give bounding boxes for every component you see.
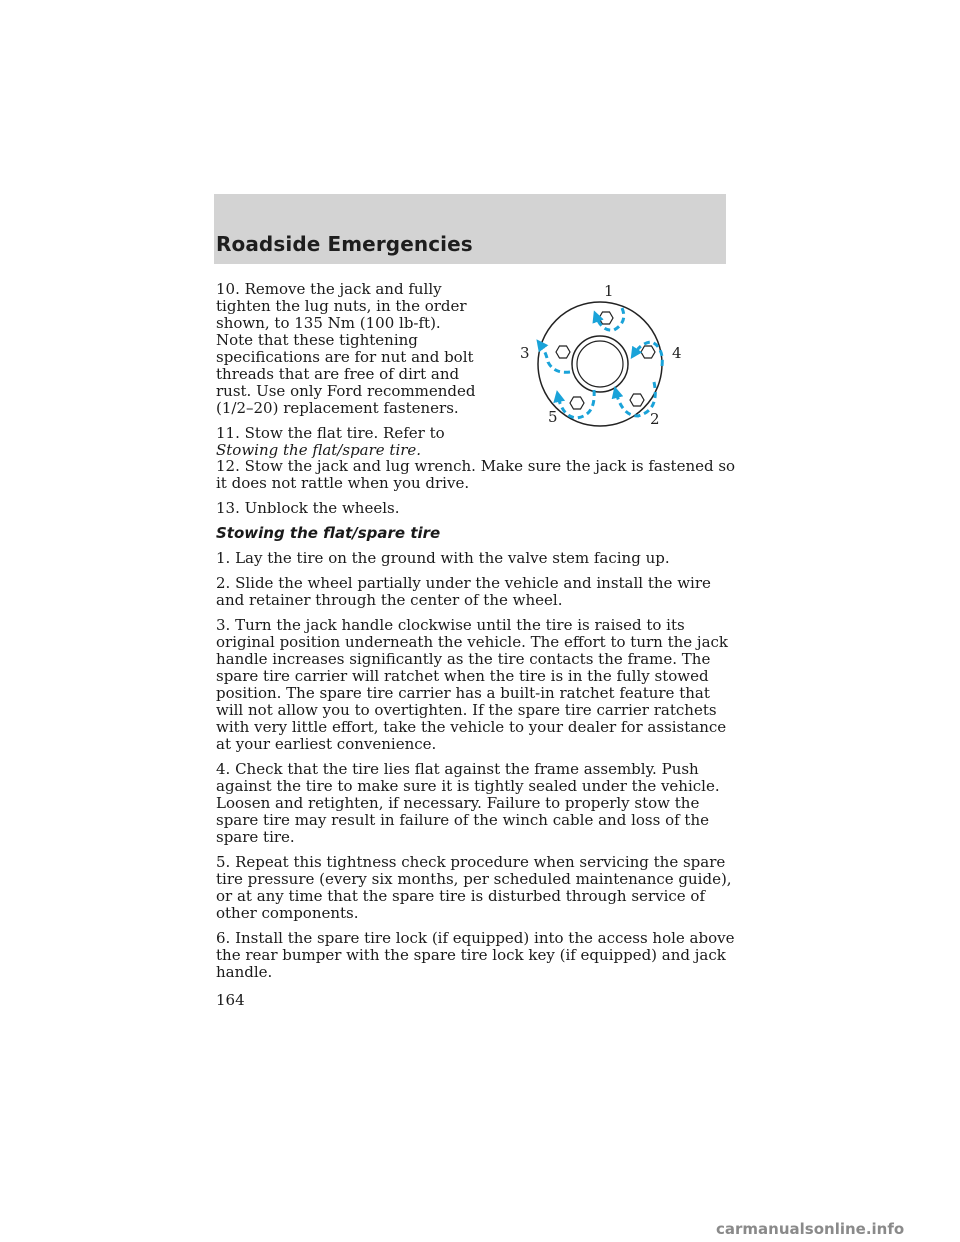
step-12: 12. Stow the jack and lug wrench. Make sure the jack is fastened so it does not rattle when you drive.: [216, 457, 736, 492]
watermark: carmanualsonline.info: [716, 1220, 905, 1238]
lug-nut-1: [599, 312, 613, 324]
step-11: [216, 425, 481, 459]
stow-step-6: 6. Install the spare tire lock (if equipped) into the access hole above the rear bumper with the spare tire lock key (if equipped) and jack handle.: [216, 929, 735, 981]
page-number: 164: [216, 991, 245, 1009]
stow-step-5: 5. Repeat this tightness check procedure when servicing the spare tire pressure (every six months, per scheduled maintenance guide), or at any time that the spare tire is disturbed through service of other components.: [216, 853, 732, 922]
section-title: Roadside Emergencies: [216, 232, 473, 256]
order-label-4: 4: [672, 344, 682, 362]
order-label-3: 3: [520, 344, 530, 362]
wheel-hub-outer: [572, 336, 628, 392]
wheel-hub-inner: [577, 341, 623, 387]
stow-step-2: 2. Slide the wheel partially under the vehicle and install the wire and retainer through the center of the wheel.: [216, 574, 711, 609]
stow-step-1: 1. Lay the tire on the ground with the valve stem facing up.: [216, 549, 670, 567]
step-11-reference: Stowing the flat/spare tire.: [216, 441, 422, 459]
stowing-heading: Stowing the flat/spare tire: [216, 524, 441, 542]
order-label-2: 2: [650, 410, 660, 428]
lug-nut-tightening-diagram: [510, 270, 710, 450]
step-11-text: 11. Stow the flat tire. Refer to: [216, 424, 445, 442]
lug-nut-2: [630, 394, 644, 406]
order-label-1: 1: [604, 282, 614, 300]
lug-nut-5: [570, 397, 584, 409]
step-10: 10. Remove the jack and fully tighten the lug nuts, in the order shown, to 135 Nm (100 lb-ft). Note that these tightening specifications are for nut and bolt threads that are free of dirt and rust. Use only Ford recommended (1/2–20) replacement fasteners.: [216, 280, 476, 417]
steps-main-column: [216, 458, 736, 989]
step-13: 13. Unblock the wheels.: [216, 499, 400, 517]
order-label-5: 5: [548, 408, 558, 426]
lug-nut-3: [556, 346, 570, 358]
stow-step-3: 3. Turn the jack handle clockwise until the tire is raised to its original position underneath the vehicle. The effort to turn the jack handle increases significantly as the tire contacts the frame. The spare tire carrier will ratchet when the tire is in the fully stowed position. The spare tire carrier has a built-in ratchet feature that will not allow you to overtighten. If the spare tire carrier ratchets with very little effort, take the vehicle to your dealer for assistance at your earliest convenience.: [216, 616, 729, 753]
stow-step-4: 4. Check that the tire lies flat against the frame assembly. Push against the tire to make sure it is tightly sealed under the vehicle. Loosen and retighten, if necessary. Failure to properly stow the spare tire may result in failure of the winch cable and loss of the spare tire.: [216, 760, 720, 846]
lug-nut-4: [641, 346, 655, 358]
steps-top-column: [216, 281, 481, 467]
